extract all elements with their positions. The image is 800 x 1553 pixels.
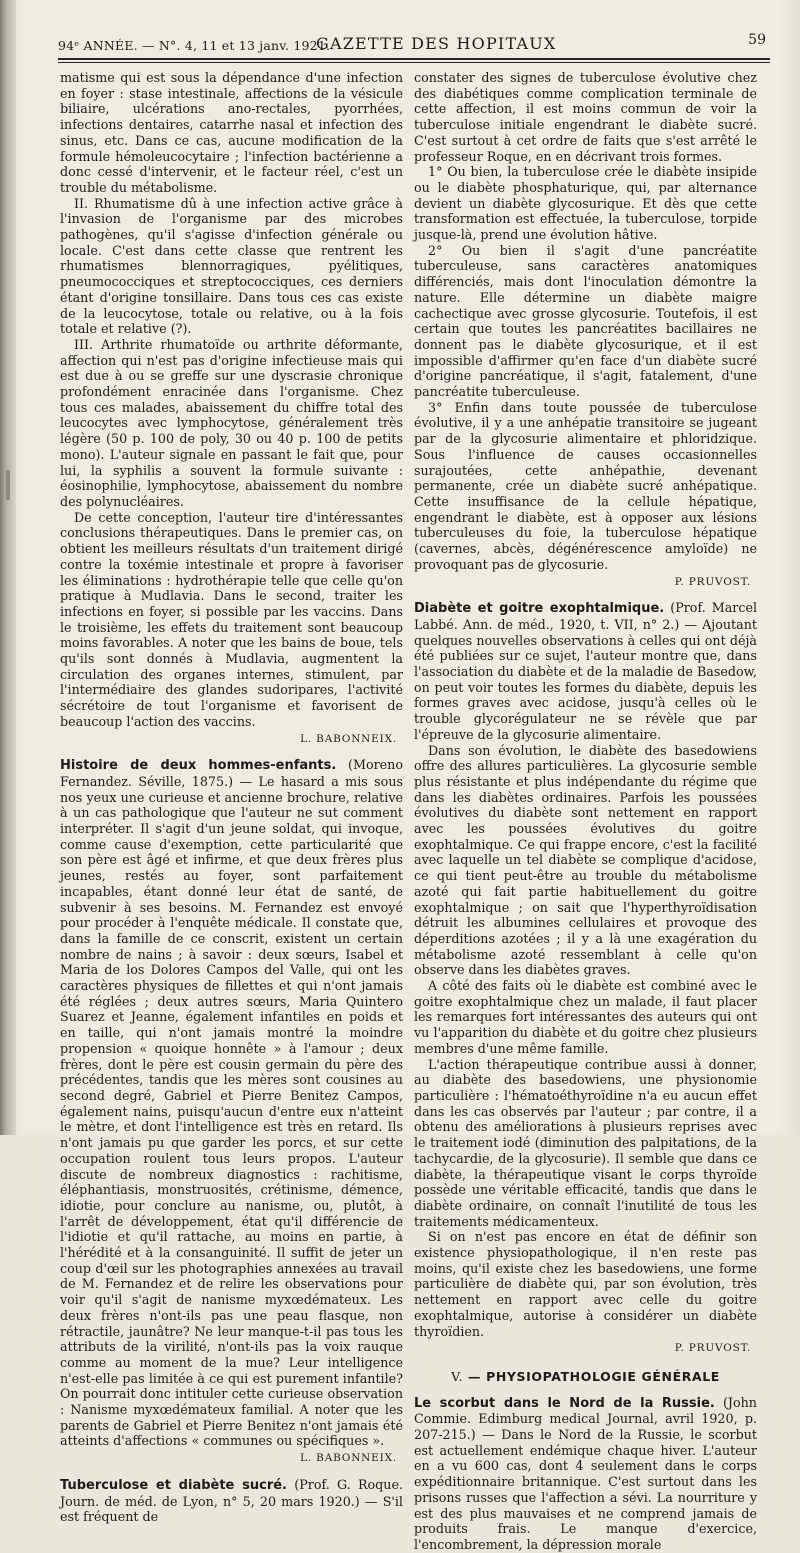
- paragraph: L'action thérapeutique contribue aussi à donner, au diabète des basedowiens, une physionomie particulière : l'hématoéthyroïdine n'a eu aucun effet dans les cas observés par l'auteur ; par contre, il a obtenu des améliorations à plusieurs reprises avec le traitement iodé (diminution des palpitations, de la tachycardie, de la glycosurie). Il semble que dans ce diabète, la thérapeutique visant le corps thyroïde possède une véritable efficacité, tandis que dans le diabète ordinaire, on connaît l'inutilité de tous les traitements médicamenteux.: [414, 1056, 757, 1229]
- article-title: Le scorbut dans le Nord de la Russie.: [414, 1395, 715, 1411]
- paragraph: matisme qui est sous la dépendance d'une infection en foyer : stase intestinale, affections de la vésicule biliaire, ulcérations ano-rectales, pyorrhées, infections dentaires, catarrhe nasal et infection des sinus, etc. Dans ce cas, aucune modification de la formule hémoleucocytaire ; l'infection bactérienne a donc cessé d'intervenir, et le facteur réel, c'est un trouble du métabolisme.: [60, 70, 403, 195]
- section-heading: [414, 1369, 757, 1385]
- article: [60, 757, 403, 1449]
- article-title: Histoire de deux hommes-enfants.: [60, 758, 337, 774]
- paragraph: Dans son évolution, le diabète des basedowiens offre des allures particulières. La glycosurie semble plus résistante et plus indépendante du régime que dans les diabètes ordinaires. Parfois les poussées évolutives du diabète sont nettement en rapport avec les poussées évolutives du goitre exophtalmique. Ce qui frappe encore, c'est la facilité avec laquelle un tel diabète se complique d'acidose, ce qui tient peut-être au trouble du métabolisme azoté qui fait partie habituellement du goitre exophtalmique ; on sait que l'hyperthyroïdisation détruit les albumines cellulaires et provoque des déperditions azotées ; il y a là une exagération du métabolisme azoté ressemblant à celle qu'on observe dans les diabètes graves.: [414, 742, 757, 978]
- page-header: [58, 30, 770, 54]
- paragraph: constater des signes de tuberculose évolutive chez des diabétiques comme complication terminale de cette affection, il est moins commun de voir la tuberculose initiale engendrant le diabète sucré. C'est surtout à cet ordre de faits que s'est arrêté le professeur Roque, en en décrivant trois formes.: [414, 70, 757, 164]
- paragraph: 3° Enfin dans toute poussée de tuberculose évolutive, il y a une anhépatie transitoire se jugeant par de la glycosurie alimentaire et phloridzique. Sous l'influence de causes occasionnelles surajoutées, cette anhépathie, devenant permanente, crée un diabète sucré anhépatique. Cette insuffisance de la cellule hépatique, engendrant le diabète, est à opposer aux lésions tuberculeuses du foie, la tuberculose hépatique (cavernes, abcès, dégénérescence amyloïde) ne provoquant pas de glycosurie.: [414, 399, 757, 572]
- paragraph: II. Rhumatisme dû à une infection active grâce à l'invasion de l'organisme par des microbes pathogènes, qu'il s'agisse d'infection générale ou locale. C'est dans cette classe que rentrent les rhumatismes blennorragiques, pyélitiques, pneumococciques et streptococciques, ces derniers étant d'origine tonsillaire. Dans tous ces cas existe de la leucocytose, totale ou relative, ou à la fois totale et relative (?).: [60, 195, 403, 337]
- header-rule-thin: [58, 62, 770, 63]
- paragraph: Si on n'est pas encore en état de définir son existence physiopathologique, il n'en reste pas moins, qu'il existe chez les basedowiens, une forme particulière de diabète qui, par son évolution, très nettement en rapport avec celle du goitre exophtalmique, autorise à considérer un diabète thyroïdien.: [414, 1229, 757, 1339]
- article: [60, 1477, 403, 1525]
- section-title: — PHYSIOPATHOLOGIE GÉNÉRALE: [468, 1368, 720, 1384]
- article-title: Diabète et goitre exophtalmique.: [414, 601, 665, 617]
- article-title: Tuberculose et diabète sucré.: [60, 1477, 287, 1493]
- article-text: (Prof. Marcel Labbé. Ann. de méd., 1920, t. VII, n° 2.) — Ajoutant quelques nouvelles observations à celles qui ont déjà été publiées sur ce sujet, l'auteur montre que, dans l'association du diabète et de la maladie de Basedow, on peut voir toutes les formes du diabète, depuis les formes graves avec acidose, jusqu'à celles où le trouble glycorégulateur ne se révèle que par l'épreuve de la glycosurie alimentaire.: [414, 600, 758, 742]
- journal-title: GAZETTE DES HOPITAUX: [316, 34, 557, 53]
- signature: L. BABONNEIX.: [300, 732, 397, 745]
- header-rule: [58, 58, 770, 60]
- signature: P. PRUVOST.: [674, 1342, 751, 1355]
- paragraph: 1° Ou bien, la tuberculose crée le diabète insipide ou le diabète phosphaturique, qui, par alternance devient un diabète glycosurique. Et dès que cette transformation est effectuée, la tuberculose, torpide jusque-là, prend une évolution hâtive.: [414, 164, 757, 243]
- page-mark: [6, 470, 10, 500]
- signature: P. PRUVOST.: [674, 575, 751, 588]
- article-text: (John Commie. Edimburg medical Journal, avril 1920, p. 207-215.) — Dans le Nord de la Russie, le scorbut est actuellement endémique chaque hiver. L'auteur en a vu 600 cas, dont 4 seulement dans le corps expéditionnaire britannique. C'est surtout dans les prisons russes que l'affection a sévi. La nourriture y est des plus mauvaises et ne comprend jamais de produits frais. Le manque d'exercice, l'encombrement, la dépression morale: [414, 1394, 757, 1552]
- issue-info: 94ᵉ ANNÉE. — N°. 4, 11 et 13 janv. 1921.: [58, 38, 331, 53]
- page-number: 59: [748, 32, 766, 48]
- left-column: [60, 70, 404, 1525]
- section-number: V.: [451, 1368, 464, 1384]
- article-text: (Moreno Fernandez. Séville, 1875.) — Le hasard a mis sous nos yeux une curieuse et ancienne brochure, relative à un cas pathologique que l'auteur ne sut comment interpréter. Il s'agit d'un jeune soldat, qui invoque, comme cause d'exemption, cette particularité que son père est âgé et infirme, et que deux frères plus jeunes, restés au foyer, sont parfaitement incapables, étant donné leur état de santé, de subvenir à ses besoins. M. Fernandez est envoyé pour procéder à l'enquête médicale. Il constate que, dans la famille de ce conscrit, existent un certain nombre de nains ; à savoir : deux sœurs, Isabel et Maria de los Dolores Campos del Valle, qui ont les caractères physiques de fillettes et qui n'ont jamais été réglées ; deux autres sœurs, Maria Quintero Suarez et Jeanne, également infantiles en poids et en taille, qui n'ont jamais montré la moindre propension « quoique honnête » à l'amour ; deux frères, dont le père est cousin germain du père des précédentes, tandis que les mères sont cousines au second degré, Gabriel et Pierre Benitez Campos, également nains, puisqu'aucun d'entre eux n'atteint le mètre, et dont l'intelligence est très en retard. Ils n'ont jamais pu que garder les porcs, et sur cette occupation roulent tous leurs propos. L'auteur discute de nombreux diagnostics : rachitisme, éléphantiasis, monstruosités, crétinisme, démence, idiotie, pour conclure au nanisme, ou, plutôt, à l'arrêt de développement, état qu'il différencie de l'idiotie et qu'il rattache, au moins en partie, à l'hérédité et à la consanguinité. Il suffit de jeter un coup d'œil sur les photographies annexées au travail de M. Fernandez et de relire les observations pour voir qu'il s'agit de nanisme myxœdémateux. Les deux frères n'ont-ils pas une peau flasque, non rétractile, jaunâtre? Ne leur manque-t-il pas tous les attributs de la virilité, n'ont-ils pas la voix rauque comme au moment de la mue? Leur intelligence n'est-elle pas limitée à ce qui est purement infantile? On pourrait donc intituler cette curieuse observation : Nanisme myxœdémateux familial. A noter que les parents de Gabriel et Pierre Benitez n'ont jamais été atteints d'affections « communes ou spécifiques ».: [60, 757, 403, 1449]
- paragraph: A côté des faits où le diabète est combiné avec le goitre exophtalmique chez un malade, il faut placer les remarques fort intéressantes des auteurs qui ont vu l'apparition du diabète et du goitre chez plusieurs membres d'une même famille.: [414, 978, 757, 1056]
- signature: L. BABONNEIX.: [300, 1452, 397, 1465]
- paragraph: De cette conception, l'auteur tire d'intéressantes conclusions thérapeutiques. Dans le premier cas, on obtient les meilleurs résultats d'un traitement dirigé contre la toxémie intestinale et propre à favoriser les éliminations : hydrothérapie telle que celle qu'on pratique à Mudlavia. Dans le second, traiter les infections en foyer, si possible par les vaccins. Dans le troisième, les effets du traitement sont beaucoup moins favorables. A noter que les bains de boue, tels qu'ils sont donnés à Mudlavia, augmentent la circulation des organes internes, stimulent, par l'intermédiaire des glandes sudoripares, l'activité sécrétoire de tout l'organisme et favorisent de beaucoup l'action des vaccins.: [60, 509, 403, 729]
- article-text: (Prof. G. Roque. Journ. de méd. de Lyon, n° 5, 20 mars 1920.) — S'il est fréquent de: [60, 1476, 404, 1525]
- article: [414, 1395, 757, 1553]
- binding-edge: [0, 0, 16, 1135]
- article: [414, 600, 757, 742]
- right-column: [414, 70, 758, 1552]
- paragraph: III. Arthrite rhumatoïde ou arthrite déformante, affection qui n'est pas d'origine infectieuse mais qui est due à ou se greffe sur une dyscrasie chronique profondément enracinée dans l'organisme. Chez tous ces malades, abaissement du chiffre total des leucocytes avec lymphocytose, généralement très légère (50 p. 100 de poly, 30 ou 40 p. 100 de petits mono). L'auteur signale en passant le fait que, pour lui, la syphilis a souvent la formule suivante : éosinophilie, lymphocytose, abaissement du nombre des polynucléaires.: [60, 336, 403, 509]
- paragraph: 2° Ou bien il s'agit d'une pancréatite tuberculeuse, sans caractères anatomiques différenciés, mais dont l'inoculation démontre la nature. Elle détermine un diabète maigre cachectique avec grosse glycosurie. Toutefois, il est certain que toutes les pancréatites bacillaires ne donnent pas le diabète glycosurique, et il est impossible d'affirmer qu'en face d'un diabète sucré d'origine pancréatique, il s'agit, fatalement, d'une pancréatite tuberculeuse.: [414, 242, 757, 400]
